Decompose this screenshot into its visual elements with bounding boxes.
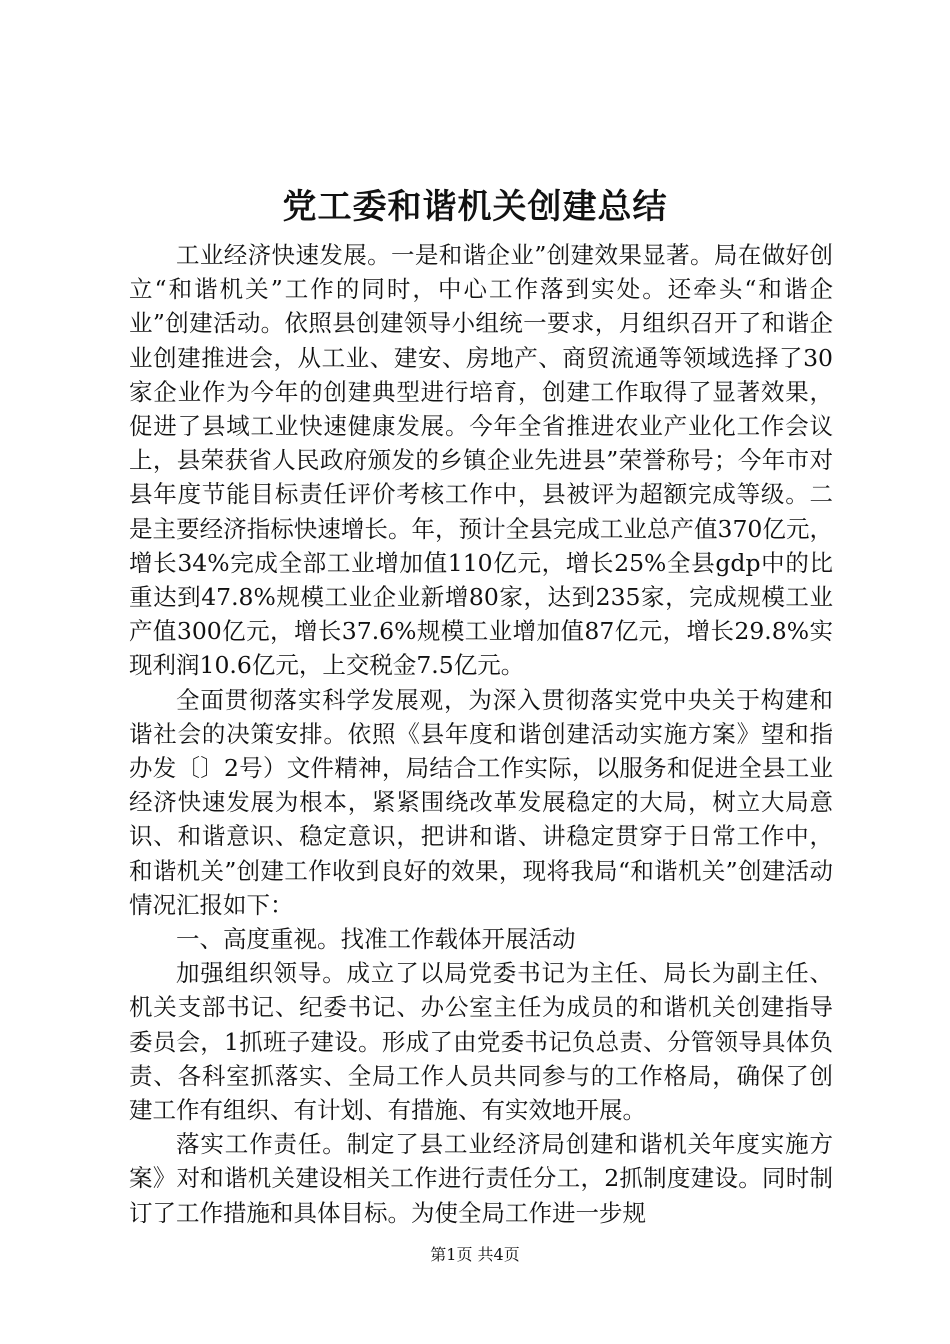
paragraph-introduction: 全面贯彻落实科学发展观，为深入贯彻落实党中央关于构建和谐社会的决策安排。依照《县年度和谐创建活动实施方案》望和指办发〔〕2号）文件精神，局结合工作实际，以服务和促进全县工业经济快速发展为根本，紧紧围绕改革发展稳定的大局，树立大局意识、和谐意识、稳定意识，把讲和谐、讲稳定贯穿于日常工作中，和谐机关”创建工作收到良好的效果，现将我局“和谐机关”创建活动情况汇报如下： [129,685,833,919]
paragraph-economy: 工业经济快速发展。一是和谐企业”创建效果显著。局在做好创立“和谐机关”工作的同时，中心工作落到实处。还牵头“和谐企业”创建活动。依照县创建领导小组统一要求，月组织召开了和谐企业创建推进会，从工业、建安、房地产、商贸流通等领域选择了30家企业作为今年的创建典型进行培育，创建工作取得了显著效果，促进了县域工业快速健康发展。今年全省推进农业产业化工作会议上，县荣获省人民政府颁发的乡镇企业先进县”荣誉称号；今年市对县年度节能目标责任评价考核工作中，县被评为超额完成等级。二是主要经济指标快速增长。年，预计全县完成工业总产值370亿元，增长34%完成全部工业增加值110亿元，增长25%全县gdp中的比重达到47.8%规模工业企业新增80家，达到235家，完成规模工业产值300亿元，增长37.6%规模工业增加值87亿元，增长29.8%实现利润10.6亿元，上交税金7.5亿元。 [129,241,833,680]
section-heading-1: 一、高度重视。找准工作载体开展活动 [176,925,576,954]
paragraph-responsibility: 落实工作责任。制定了县工业经济局创建和谐机关年度实施方案》对和谐机关建设相关工作进行责任分工，2抓制度建设。同时制订了工作措施和具体目标。为使全局工作进一步规 [129,1130,833,1227]
document-body [129,238,833,1230]
document-title: 党工委和谐机关创建总结 [282,187,668,227]
page-number-footer: 第1页 共4页 [430,1245,520,1264]
paragraph-organization: 加强组织领导。成立了以局党委书记为主任、局长为副主任、机关支部书记、纪委书记、办公室主任为成员的和谐机关创建指导委员会，1抓班子建设。形成了由党委书记负总责、分管领导具体负责、各科室抓落实、全局工作人员共同参与的工作格局，确保了创建工作有组织、有计划、有措施、有实效地开展。 [129,959,833,1125]
